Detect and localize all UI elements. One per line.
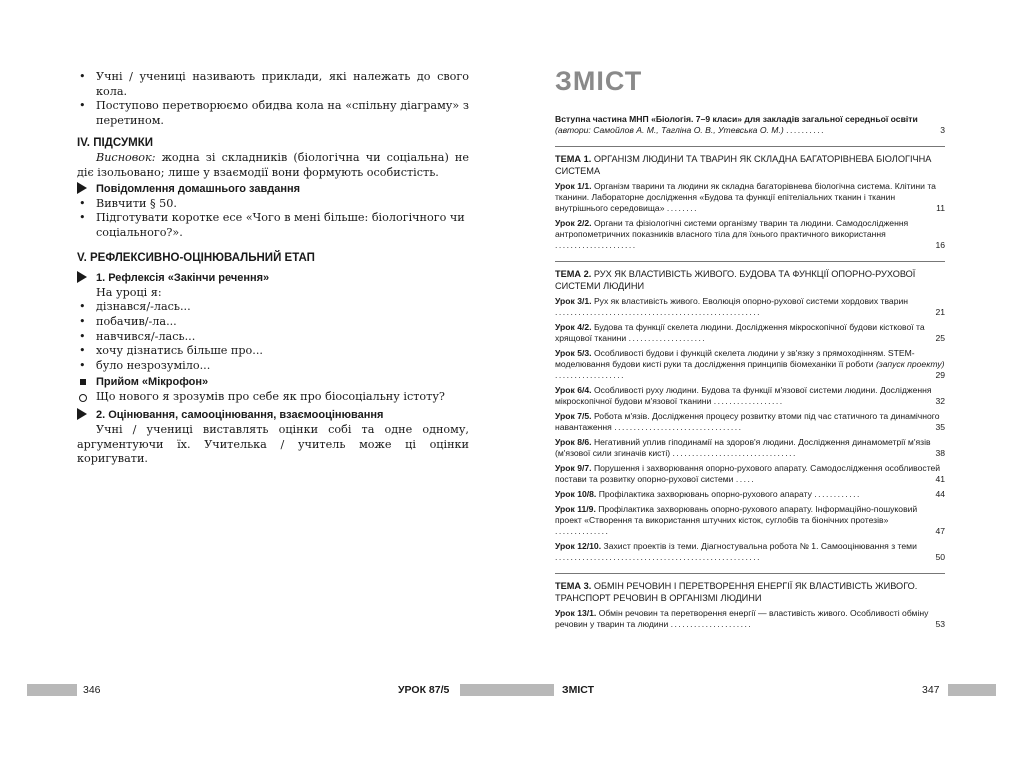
lesson-label: Урок 11/9. xyxy=(555,504,596,514)
lesson-label: Урок 8/6. xyxy=(555,437,592,447)
topic-label: ТЕМА 1. xyxy=(555,154,592,164)
toc-lesson: Урок 7/5. Робота м'язів. Дослідження процесу розвитку втоми під час статичного та динамічного навантаження ................................. 35 xyxy=(555,411,945,432)
square-marker-icon xyxy=(80,379,86,385)
section-heading-summary: IV. ПІДСУМКИ xyxy=(77,137,154,150)
toc-intro-entry: Вступна частина МНП «Біологія. 7–9 класи» для закладів загальної середньої освіти (автори: Самойлов А. М., Тагліна О. В., Утевська О. М.) .......... 3 xyxy=(555,114,945,135)
triangle-marker-icon xyxy=(77,182,87,194)
lesson-text: Обмін речовин та перетворення енергії — властивість живого. Особливості обміну речовин у тварин та людини xyxy=(555,608,929,629)
lesson-text: Будова та функції скелета людини. Дослідження мікроскопічної будови кісткової та хрящової тканини xyxy=(555,322,925,343)
lesson-label: Урок 7/5. xyxy=(555,411,592,421)
evaluation-title: 2. Оцінювання, самооцінювання, взаємооцінювання xyxy=(96,409,384,422)
triangle-marker-icon xyxy=(77,271,87,283)
toc-page-number: 53 xyxy=(935,619,945,629)
lesson-label: Урок 10/8. xyxy=(555,489,597,499)
homework-item: • Підготувати коротке есе «Чого в мені більше: біологічного чи соціального?». xyxy=(77,211,469,240)
lesson-text: Робота м'язів. Дослідження процесу розвитку втоми під час статичного та динамічного навантаження xyxy=(555,411,940,432)
lesson-label: Урок 13/1. xyxy=(555,608,597,618)
conclusion-label: Висновок: xyxy=(96,150,156,164)
lesson-note: (запуск проекту) xyxy=(875,359,945,369)
topic-title: ОРГАНІЗМ ЛЮДИНИ ТА ТВАРИН ЯК СКЛАДНА БАГАТОРІВНЕВА БІОЛОГІЧНА СИСТЕМА xyxy=(555,154,932,176)
lesson-text: Негативний уплив гіподинамії на здоров'я людини. Дослідження динамометрії м'язів (м'язової сили згиначів кисті) xyxy=(555,437,931,458)
toc-lesson: Урок 3/1. Рух як властивість живого. Еволюція опорно-рухової системи хордових тварин ..................................................... 21 xyxy=(555,296,945,317)
microphone-title: Прийом «Мікрофон» xyxy=(96,376,209,389)
toc-page-number: 44 xyxy=(935,489,945,499)
microphone-item: Що нового я зрозумів про себе як про біосоціальну істоту? xyxy=(77,390,469,405)
toc-page-number: 38 xyxy=(935,448,945,458)
lesson-label: Урок 4/2. xyxy=(555,322,592,332)
microphone-heading xyxy=(77,375,469,390)
page-title: ЗМІСТ xyxy=(555,66,643,96)
toc-page-number: 32 xyxy=(935,396,945,406)
conclusion-text: жодна зі складників (біологічна чи соціальна) не діє ізольовано; лише у взаємодії вони формують особистість. xyxy=(77,150,470,179)
lesson-label: Урок 2/2. xyxy=(555,218,592,228)
running-head-right: ЗМІСТ xyxy=(562,684,594,696)
toc-page-number: 25 xyxy=(935,333,945,343)
toc-page-number: 16 xyxy=(935,240,945,250)
topic-title: РУХ ЯК ВЛАСТИВІСТЬ ЖИВОГО. БУДОВА ТА ФУНКЦІЇ ОПОРНО-РУХОВОЇ СИСТЕМИ ЛЮДИНИ xyxy=(555,269,916,291)
toc-lesson: Урок 9/7. Порушення і захворювання опорно-рухового апарату. Самодослідження особливостей постави та розвитку опорно-рухової системи ..... 41 xyxy=(555,463,945,484)
footer-bar xyxy=(512,684,554,696)
toc-page-number: 11 xyxy=(936,203,945,213)
footer-bar xyxy=(460,684,512,696)
reflection-item: • хочу дізнатись більше про... xyxy=(77,344,469,359)
evaluation-text: Учні / учениці виставлять оцінки собі та одне одному, аргументуючи їх. Учителька / учитель може ці оцінки коригувати. xyxy=(77,423,469,466)
lesson-label: Урок 12/10. xyxy=(555,541,602,551)
page-number-right: 347 xyxy=(922,684,940,696)
running-head-left: УРОК 87/5 xyxy=(398,684,450,696)
toc-lesson: Урок 5/3. Особливості будови і функцій скелета людини у зв'язку з прямоходінням. STEM-моделювання будови кисті руки та дослідження принципів біомеханіки її роботи (запуск проекту) .................. 29 xyxy=(555,348,945,380)
toc-lesson: Урок 13/1. Обмін речовин та перетворення енергії — властивість живого. Особливості обміну речовин у тварин та людини ..................... 53 xyxy=(555,608,945,629)
table-of-contents xyxy=(555,114,945,630)
conclusion-paragraph xyxy=(77,151,469,180)
toc-page-number: 29 xyxy=(935,370,945,380)
lesson-label: Урок 6/4. xyxy=(555,385,592,395)
section-heading-reflection: V. РЕФЛЕКСИВНО-ОЦІНЮВАЛЬНИЙ ЕТАП xyxy=(77,251,315,264)
lesson-text: Профілактика захворювань опорно-рухового апарату xyxy=(598,489,812,499)
toc-lesson: Урок 12/10. Захист проектів із теми. Діагностувальна робота № 1. Самооцінювання з теми ..................................................... 50 xyxy=(555,541,945,562)
triangle-marker-icon xyxy=(77,408,87,420)
reflection-intro: На уроці я: xyxy=(96,285,162,299)
reflection-item: • побачив/-ла... xyxy=(77,315,469,330)
toc-lesson: Урок 6/4. Особливості руху людини. Будова та функції м'язової системи людини. Дослідження мікроскопічної будови м'язової тканини .................. 32 xyxy=(555,385,945,406)
footer-bar xyxy=(27,684,77,696)
toc-page-number: 21 xyxy=(935,307,945,317)
toc-topic xyxy=(555,146,945,177)
reflection-item: • було незрозуміло... xyxy=(77,359,469,374)
evaluation-heading xyxy=(77,408,469,423)
toc-page-number: 50 xyxy=(935,552,945,562)
reflection-title: 1. Рефлексія «Закінчи речення» xyxy=(96,272,270,285)
lesson-label: Урок 1/1. xyxy=(555,181,592,191)
topic-label: ТЕМА 3. xyxy=(555,581,592,591)
lesson-text: Особливості будови і функцій скелета людини у зв'язку з прямоходінням. STEM-моделювання будови кисті руки та дослідження принципів біомеханіки її роботи xyxy=(555,348,915,369)
lesson-label: Урок 3/1. xyxy=(555,296,592,306)
toc-intro-authors: (автори: Самойлов А. М., Тагліна О. В., Утевська О. М.) xyxy=(555,125,784,135)
homework-heading xyxy=(77,182,469,197)
reflection-heading xyxy=(77,271,469,286)
toc-lesson: Урок 11/9. Профілактика захворювань опорно-рухового апарату. Інформаційно-пошуковий проект «Створення та використання штучних кісток, суглобів та біонічних протезів» .............. 47 xyxy=(555,504,945,536)
page-number-left: 346 xyxy=(83,684,101,696)
toc-page-number: 47 xyxy=(935,526,945,536)
lesson-text: Рух як властивість живого. Еволюція опорно-рухової системи хордових тварин xyxy=(593,296,909,306)
toc-page-number: 3 xyxy=(940,125,945,135)
lesson-label: Урок 5/3. xyxy=(555,348,592,358)
toc-lesson: Урок 4/2. Будова та функції скелета людини. Дослідження мікроскопічної будови кісткової та хрящової тканини .................... 25 xyxy=(555,322,945,343)
toc-page-number: 35 xyxy=(935,422,945,432)
toc-lesson: Урок 2/2. Органи та фізіологічні системи організму тварин та людини. Самодослідження антропометричних показників власного тіла для їхнього практичного використання ..................... 16 xyxy=(555,218,945,250)
lesson-text: Організм тварини та людини як складна багаторівнева біологічна система. Клітини та тканини. Лабораторне дослідження «Будова та функції епітеліальних тканин і тканин внутрішнього середовища» xyxy=(555,181,936,213)
lesson-text: Порушення і захворювання опорно-рухового апарату. Самодослідження особливостей постави та розвитку опорно-рухової системи xyxy=(555,463,941,484)
topic-title: ОБМІН РЕЧОВИН І ПЕРЕТВОРЕННЯ ЕНЕРГІЇ ЯК ВЛАСТИВІСТЬ ЖИВОГО. ТРАНСПОРТ РЕЧОВИН В ОРГАНІЗМІ ЛЮДИНИ xyxy=(555,581,918,603)
bullet-item: • Учні / учениці називають приклади, які належать до свого кола. xyxy=(77,70,469,99)
left-page-body xyxy=(77,70,469,467)
lesson-text: Профілактика захворювань опорно-рухового апарату. Інформаційно-пошуковий проект «Створення та використання штучних кісток, суглобів та біонічних протезів» xyxy=(555,504,918,525)
toc-topic xyxy=(555,261,945,292)
reflection-item: • дізнався/-лась... xyxy=(77,300,469,315)
lesson-text: Органи та фізіологічні системи організму тварин та людини. Самодослідження антропометричних показників власного тіла для їхнього практичного використання xyxy=(555,218,909,239)
toc-lesson: Урок 8/6. Негативний уплив гіподинамії на здоров'я людини. Дослідження динамометрії м'язів (м'язової сили згиначів кисті) ................................ 38 xyxy=(555,437,945,458)
toc-page-number: 41 xyxy=(935,474,945,484)
lesson-label: Урок 9/7. xyxy=(555,463,592,473)
lesson-text: Особливості руху людини. Будова та функції м'язової системи людини. Дослідження мікроскопічної будови м'язової тканини xyxy=(555,385,932,406)
reflection-item: • навчився/-лась... xyxy=(77,330,469,345)
topic-label: ТЕМА 2. xyxy=(555,269,592,279)
toc-intro-bold: Вступна частина МНП «Біологія. 7–9 класи» для закладів загальної середньої освіти xyxy=(555,114,918,124)
homework-item: • Вивчити § 50. xyxy=(77,197,469,212)
footer-bar xyxy=(948,684,996,696)
homework-title: Повідомлення домашнього завдання xyxy=(96,183,301,196)
toc-lesson: Урок 1/1. Організм тварини та людини як складна багаторівнева біологічна система. Клітини та тканини. Лабораторне дослідження «Будова та функції епітеліальних тканин і тканин внутрішнього середовища» ........ 11 xyxy=(555,181,945,213)
bullet-item: • Поступово перетворюємо обидва кола на «спільну діаграму» з перетином. xyxy=(77,99,469,128)
toc-lesson: Урок 10/8. Профілактика захворювань опорно-рухового апарату ............ 44 xyxy=(555,489,945,499)
toc-topic xyxy=(555,573,945,604)
lesson-text: Захист проектів із теми. Діагностувальна робота № 1. Самооцінювання з теми xyxy=(603,541,917,551)
